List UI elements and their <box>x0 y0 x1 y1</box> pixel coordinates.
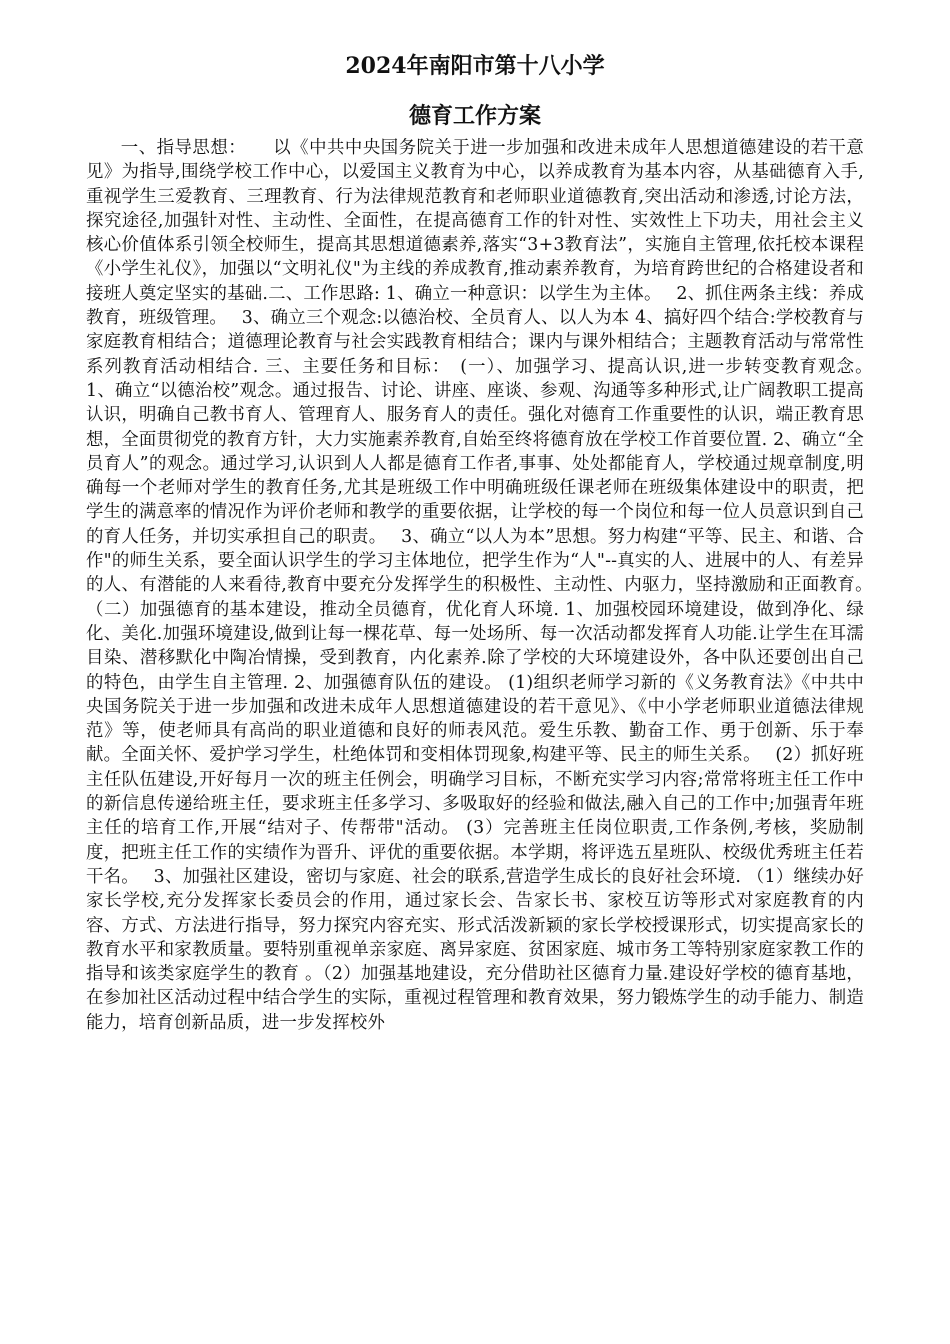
document-subtitle: 德育工作方案 <box>408 103 541 129</box>
document-body: 一、指导思想： 以《中共中央国务院关于进一步加强和改进未成年人思想道德建设的若干意见》为指导,围绕学校工作中心，以爱国主义教育为中心，以养成教育为基本内容，从基础德育入手,重视学生三爱教育、三理教育、行为法律规范教育和老师职业道德教育,突出活动和渗透,讨论方法，探究途径,加强针对性、主动性、全面性，在提高德育工作的针对性、实效性上下功夫，用社会主义核心价值体系引领全校师生，提高其思想道德素养,落实“3+3教育法”，实施自主管理,依托校本课程《小学生礼仪》，加强以“文明礼仪"为主线的养成教育,推动素养教育，为培育跨世纪的合格建设者和接班人奠定坚实的基础.二、工作思路: 1、确立一种意识：以学生为主体。 2、抓住两条主线：养成教育，班级管理。 3、确立三个观念:以德治校、全员育人、以人为本 4、搞好四个结合:学校教育与家庭教育相结合；道德理论教育与社会实践教育相结合；课内与课外相结合；主题教育活动与常常性系列教育活动相结合. 三、主要任务和目标： (一）、加强学习、提高认识,进一步转变教育观念。 1、确立“以德治校”观念。通过报告、讨论、讲座、座谈、参观、沟通等多种形式,让广阔教职工提高认识，明确自己教书育人、管理育人、服务育人的责任。强化对德育工作重要性的认识，端正教育思想，全面贯彻党的教育方针，大力实施素养教育,自始至终将德育放在学校工作首要位置. 2、确立“全员育人”的观念。通过学习,认识到人人都是德育工作者,事事、处处都能育人，学校通过规章制度,明确每一个老师对学生的教育任务,尤其是班级工作中明确班级任课老师在班级集体建设中的职责，把学生的满意率的情况作为评价老师和教学的重要依据，让学校的每一个岗位和每一位人员意识到自己的育人任务，并切实承担自己的职责。 3、确立“以人为本”思想。努力构建“平等、民主、和谐、合作"的师生关系，要全面认识学生的学习主体地位，把学生作为“人"--真实的人、进展中的人、有差异的人、有潜能的人来看待,教育中要充分发挥学生的积极性、主动性、内驱力，坚持激励和正面教育。 （二）加强德育的基本建设，推动全员德育，优化育人环境. 1、加强校园环境建设，做到净化、绿化、美化.加强环境建设,做到让每一棵花草、每一处场所、每一次活动都发挥育人功能.让学生在耳濡目染、潜移默化中陶冶情操，受到教育，内化素养.除了学校的大环境建设外，各中队还要创出自己的特色，由学生自主管理. 2、加强德育队伍的建设。 (1)组织老师学习新的《义务教育法》《中共中央国务院关于进一步加强和改进未成年人思想道德建设的若干意见》、《中小学老师职业道德法律规范》等，使老师具有高尚的职业道德和良好的师表风范。爱生乐教、勤奋工作、勇于创新、乐于奉献。全面关怀、爱护学习学生，杜绝体罚和变相体罚现象,构建平等、民主的师生关系。 (2）抓好班主任队伍建设,开好每月一次的班主任例会，明确学习目标，不断充实学习内容;常常将班主任工作中的新信息传递给班主任，要求班主任多学习、多吸取好的经验和做法,融入自己的工作中;加强青年班主任的培育工作,开展“结对子、传帮带"活动。 (3）完善班主任岗位职责,工作条例,考核，奖励制度，把班主任工作的实绩作为晋升、评优的重要依据。本学期，将评选五星班队、校级优秀班主任若干名。 3、加强社区建设，密切与家庭、社会的联系,营造学生成长的良好社会环境. （1）继续办好家长学校,充分发挥家长委员会的作用，通过家长会、告家长书、家校互访等形式对家庭教育的内容、方式、方法进行指导，努力探究内容充实、形式活泼新颖的家长学校授课形式，切实提高家长的教育水平和家教质量。要特别重视单亲家庭、离异家庭、贫困家庭、城市务工等特别家庭家教工作的指导和该类家庭学生的教育 。（2）加强基地建设，充分借助社区德育力量.建设好学校的德育基地，在参加社区活动过程中结合学生的实际，重视过程管理和教育效果，努力锻炼学生的动手能力、制造能力，培育创新品质，进一步发挥校外 <box>86 138 900 1033</box>
document-title: 2024年南阳市第十八小学 <box>345 53 605 79</box>
